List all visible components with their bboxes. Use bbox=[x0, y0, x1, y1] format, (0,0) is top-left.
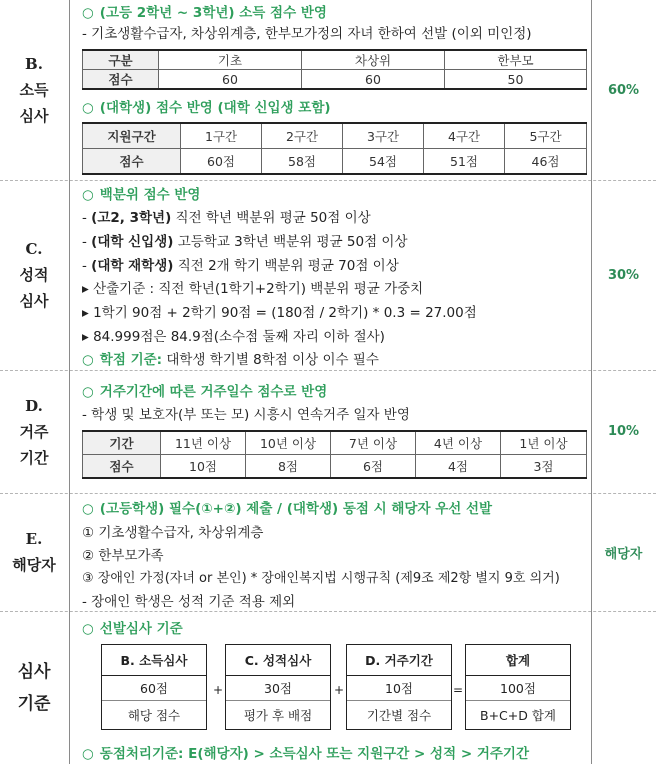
criteria-box-title: D. 거주기간 bbox=[347, 645, 451, 676]
table-header-cell: 7년 이상 bbox=[331, 431, 416, 455]
criteria-box-sub: 평가 후 배점 bbox=[243, 708, 313, 723]
table-header-cell: 3구간 bbox=[343, 123, 424, 149]
criteria-box-total bbox=[465, 644, 571, 730]
section-residence-content bbox=[69, 370, 592, 493]
section-eligible bbox=[0, 493, 656, 612]
section-grades-label: C. 성적 심사 bbox=[19, 240, 49, 310]
criteria-box-income bbox=[101, 644, 207, 730]
criteria-box-value: 100점 bbox=[466, 676, 570, 701]
tiebreak-rule: ○ 동점처리기준: E(해당자) > 소득심사 또는 지원구간 > 성적 > 거주기간 bbox=[82, 746, 530, 762]
table-header-cell: 1년 이상 bbox=[501, 431, 587, 455]
table-cell: 4점 bbox=[416, 455, 501, 479]
table-header-cell: 11년 이상 bbox=[161, 431, 246, 455]
table-header-cell: 4년 이상 bbox=[416, 431, 501, 455]
section-grades-percent: 30% bbox=[607, 267, 640, 283]
income-bracket-table bbox=[82, 122, 587, 175]
section-income bbox=[0, 0, 656, 181]
residence-note: - 학생 및 보호자(부 또는 모) 시흥시 연속거주 일자 반영 bbox=[82, 407, 410, 423]
grades-line: ▸ 84.999점은 84.9점(소수점 둘째 자리 이하 절사) bbox=[82, 329, 385, 345]
table-cell: 3점 bbox=[501, 455, 587, 479]
table-cell: 54점 bbox=[343, 149, 424, 175]
section-residence bbox=[0, 370, 656, 494]
table-header-cell: 구분 bbox=[83, 50, 159, 70]
criteria-box-residence bbox=[346, 644, 452, 730]
table-header-cell: 한부모 bbox=[445, 50, 587, 70]
eligible-title: ○ (고등학생) 필수(①+②) 제출 / (대학생) 동점 시 해당자 우선 선발 bbox=[82, 501, 493, 517]
section-eligible-content bbox=[69, 493, 592, 611]
table-cell: 58점 bbox=[262, 149, 343, 175]
plus-operator: + bbox=[213, 683, 224, 697]
criteria-box-title: B. 소득심사 bbox=[102, 645, 206, 676]
section-grades bbox=[0, 180, 656, 371]
residence-score-table bbox=[82, 430, 587, 479]
section-grades-content bbox=[69, 180, 592, 370]
plus-operator: + bbox=[334, 683, 345, 697]
criteria-box-sub: B+C+D 합계 bbox=[480, 708, 556, 723]
table-header-cell: 기간 bbox=[83, 431, 161, 455]
table-cell: 점수 bbox=[83, 70, 159, 90]
table-cell: 46점 bbox=[505, 149, 587, 175]
table-cell: 점수 bbox=[83, 455, 161, 479]
table-header-cell: 5구간 bbox=[505, 123, 587, 149]
income-highschool-title: ○ (고등 2학년 ~ 3학년) 소득 점수 반영 bbox=[82, 5, 327, 21]
table-header-cell: 4구간 bbox=[424, 123, 505, 149]
table-header-cell: 1구간 bbox=[181, 123, 262, 149]
section-residence-label: D. 거주 기간 bbox=[19, 396, 49, 467]
table-header-cell: 지원구간 bbox=[83, 123, 181, 149]
income-university-title: ○ (대학생) 점수 반영 (대학 신입생 포함) bbox=[82, 100, 331, 116]
eligible-line: ③ 장애인 가정(자녀 or 본인) * 장애인복지법 시행규칙 (제9조 제2항 별지 9호 의거) bbox=[82, 571, 560, 586]
section-income-label: B. 소득 심사 bbox=[19, 55, 49, 125]
table-cell: 점수 bbox=[83, 149, 181, 175]
table-cell: 60 bbox=[302, 70, 445, 90]
section-eligible-percent: 해당자 bbox=[604, 546, 643, 562]
section-criteria-label: 심사 기준 bbox=[17, 661, 51, 714]
table-cell: 50 bbox=[445, 70, 587, 90]
table-cell: 6점 bbox=[331, 455, 416, 479]
eligible-line: - 장애인 학생은 성적 기준 적용 제외 bbox=[82, 594, 296, 610]
grades-line: - (대학 재학생) 직전 2개 학기 백분위 평균 70점 이상 bbox=[82, 258, 399, 274]
grades-credit-rule: ○ 학점 기준: 대학생 학기별 8학점 이상 이수 필수 bbox=[82, 352, 379, 368]
table-cell: 8점 bbox=[246, 455, 331, 479]
criteria-box-sub: 기간별 점수 bbox=[366, 708, 432, 723]
equals-operator: = bbox=[453, 683, 464, 697]
eligible-line: ① 기초생활수급자, 차상위계층 bbox=[82, 525, 264, 541]
table-header-cell: 10년 이상 bbox=[246, 431, 331, 455]
grades-line: ▸ 1학기 90점 + 2학기 90점 = (180점 / 2학기) * 0.3 = 27.00점 bbox=[82, 305, 477, 321]
income-eligibility-note: - 기초생활수급자, 차상위계층, 한부모가정의 자녀 한하여 선발 (이외 미인정) bbox=[82, 26, 532, 42]
grades-title: ○ 백분위 점수 반영 bbox=[82, 187, 201, 203]
section-income-content bbox=[69, 0, 592, 180]
criteria-title: ○ 선발심사 기준 bbox=[82, 621, 183, 637]
criteria-box-sub: 해당 점수 bbox=[127, 708, 181, 723]
criteria-box-value: 10점 bbox=[347, 676, 451, 701]
table-header-cell: 기초 bbox=[159, 50, 302, 70]
table-header-cell: 차상위 bbox=[302, 50, 445, 70]
section-income-percent: 60% bbox=[607, 82, 640, 98]
table-header-cell: 2구간 bbox=[262, 123, 343, 149]
table-cell: 10점 bbox=[161, 455, 246, 479]
criteria-box-value: 60점 bbox=[102, 676, 206, 701]
grades-line: - (대학 신입생) 고등학교 3학년 백분위 평균 50점 이상 bbox=[82, 234, 408, 250]
criteria-box-title: 합계 bbox=[466, 645, 570, 676]
section-criteria bbox=[0, 611, 656, 764]
section-residence-percent: 10% bbox=[607, 424, 640, 439]
residence-title: ○ 거주기간에 따른 거주일수 점수로 반영 bbox=[82, 384, 328, 400]
eligible-line: ② 한부모가족 bbox=[82, 548, 164, 564]
grades-line: - (고2, 3학년) 직전 학년 백분위 평균 50점 이상 bbox=[82, 210, 371, 226]
section-criteria-content bbox=[69, 611, 592, 764]
section-eligible-label: E. 해당자 bbox=[12, 530, 56, 574]
table-cell: 60 bbox=[159, 70, 302, 90]
grades-line: ▸ 산출기준 : 직전 학년(1학기+2학기) 백분위 평균 가중치 bbox=[82, 281, 424, 297]
criteria-box-value: 30점 bbox=[226, 676, 330, 701]
table-cell: 51점 bbox=[424, 149, 505, 175]
criteria-box-title: C. 성적심사 bbox=[226, 645, 330, 676]
income-score-table bbox=[82, 49, 587, 90]
criteria-box-grades bbox=[225, 644, 331, 730]
table-cell: 60점 bbox=[181, 149, 262, 175]
